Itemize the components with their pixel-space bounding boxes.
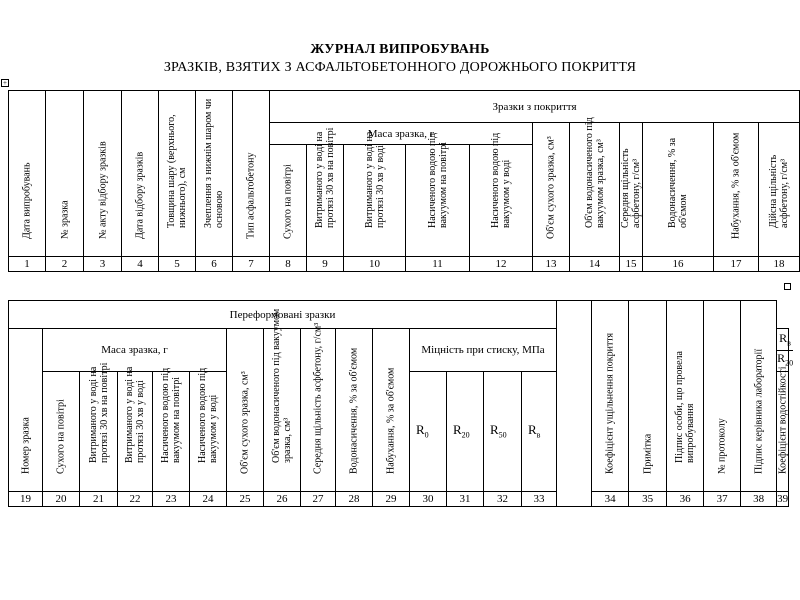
col-number: 35 bbox=[629, 491, 667, 506]
col-number: 24 bbox=[190, 491, 227, 506]
table-move-handle-icon[interactable]: + bbox=[1, 79, 9, 87]
col-number: 29 bbox=[373, 491, 410, 506]
col-true-density: Дійсна щільність асфбетону, г/см³ bbox=[759, 123, 800, 257]
col-ratio-placeholder bbox=[557, 301, 592, 507]
col-dry-volume: Об'єм сухого зразка, см³ bbox=[533, 123, 570, 257]
col-number: 20 bbox=[43, 491, 80, 506]
samples-from-pavement-table bbox=[8, 90, 800, 272]
col-sample-no: № зразка bbox=[46, 91, 84, 257]
col-number: 33 bbox=[522, 491, 557, 506]
strength-header: Міцність при стиску, МПа bbox=[410, 329, 557, 372]
col-saturated-volume-2: Об'єм водонасиченого під вакуумом зразка, см³ bbox=[264, 329, 301, 492]
col-concrete-type: Тип асфальтобетону bbox=[233, 91, 270, 257]
col-number: 27 bbox=[301, 491, 336, 506]
col-number: 21 bbox=[80, 491, 118, 506]
col-soaked-water-2: Витриманого у воді на протязі 30 хв у воді bbox=[118, 371, 153, 491]
col-number: 23 bbox=[153, 491, 190, 506]
col-r0: $R_0$ bbox=[410, 371, 447, 491]
col-sample-number: Номер зразка bbox=[9, 329, 43, 492]
col-note: Примітка bbox=[629, 301, 667, 492]
col-number: 12 bbox=[470, 257, 533, 272]
col-number: 37 bbox=[704, 491, 741, 506]
journal-subtitle: ЗРАЗКІВ, ВЗЯТИХ З АСФАЛЬТОБЕТОННОГО ДОРОЖНЬОГО ПОКРИТТЯ bbox=[163, 60, 637, 75]
column-numbers-row bbox=[9, 257, 800, 272]
col-number: 7 bbox=[233, 257, 270, 272]
col-adhesion: Зчеплення з нижнім шаром чи основою bbox=[196, 91, 233, 257]
col-number: 14 bbox=[570, 257, 620, 272]
col-number: 18 bbox=[759, 257, 800, 272]
col-number: 39 bbox=[777, 492, 789, 505]
col-layer-thickness: Товщина шару (верхнього, нижнього), см bbox=[159, 91, 196, 257]
reformed-samples-table bbox=[8, 300, 794, 507]
col-compaction-coef: Коефіцієнт ущільнення покриття bbox=[592, 301, 629, 492]
col-number: 17 bbox=[714, 257, 759, 272]
col-number: 16 bbox=[643, 257, 714, 272]
col-number: 4 bbox=[122, 257, 159, 272]
col-number: 1 bbox=[9, 257, 46, 272]
col-swelling: Набухання, % за об'ємом bbox=[714, 123, 759, 257]
col-number: 13 bbox=[533, 257, 570, 272]
col-number: 6 bbox=[196, 257, 233, 272]
col-r50: $R_{50}$ bbox=[484, 371, 522, 491]
col-vacuum-water-2: Насиченого водою під вакуумом у воді bbox=[190, 371, 227, 491]
col-protocol-no: № протоколу bbox=[704, 301, 741, 492]
col-soaked-air-2: Витриманого у воді на протязі 30 хв на повітрі bbox=[80, 371, 118, 491]
col-number: 10 bbox=[344, 257, 406, 272]
col-swelling-2: Набухання, % за об'ємом bbox=[373, 329, 410, 492]
col-vacuum-air-2: Насиченого водою під вакуумом на повітрі bbox=[153, 371, 190, 491]
journal-title: ЖУРНАЛ ВИПРОБУВАНЬ bbox=[310, 42, 490, 57]
col-soaked-air: Витриманого у воді на протязі 30 хв на повітрі bbox=[307, 145, 344, 257]
col-soaked-water: Витриманого у воді на протязі 30 хв у воді bbox=[344, 145, 406, 257]
group-header-pavement-samples: Зразки з покриття bbox=[270, 91, 800, 123]
col-r20: $R_{20}$ bbox=[447, 371, 484, 491]
col-number: 19 bbox=[9, 491, 43, 506]
group-header-reformed-samples: Переформовані зразки bbox=[9, 301, 557, 329]
col-dry-air: Сухого на повітрі bbox=[270, 145, 307, 257]
col-tester-signature: Підпис особи, що провела випробування bbox=[667, 301, 704, 492]
col-vacuum-water: Насиченого водою під вакуумом у воді bbox=[470, 145, 533, 257]
column-numbers-row-2 bbox=[9, 491, 789, 506]
col-act-no: № акту відбору зразків bbox=[84, 91, 122, 257]
table-resize-handle-icon[interactable] bbox=[784, 283, 791, 290]
col-rv: $R_в$ bbox=[522, 371, 557, 491]
col-number: 34 bbox=[592, 491, 629, 506]
mass-header-2: Маса зразка, г bbox=[43, 329, 227, 372]
col-saturated-volume: Об'єм водонасиченого під вакуумом зразка, см³ bbox=[570, 123, 620, 257]
col-number: 8 bbox=[270, 257, 307, 272]
col-water-saturation: Водонасичення, % за об'ємом bbox=[643, 123, 714, 257]
col-number: 22 bbox=[118, 491, 153, 506]
col-number: 30 bbox=[410, 491, 447, 506]
col-avg-density-2: Середня щільність асфбетону, г/см³ bbox=[301, 329, 336, 492]
col-number: 28 bbox=[336, 491, 373, 506]
col-sampling-date: Дата відбору зразків bbox=[122, 91, 159, 257]
col-number: 32 bbox=[484, 491, 522, 506]
col-number: 15 bbox=[620, 257, 643, 272]
col-lab-head-signature: Підпис керівника лабораторії bbox=[741, 301, 777, 492]
col-number: 25 bbox=[227, 491, 264, 506]
col-number: 26 bbox=[264, 491, 301, 506]
col-number: 3 bbox=[84, 257, 122, 272]
col-water-resistance-coef: Коефіцієнт водостійкості bbox=[777, 371, 789, 491]
col-dry-volume-2: Об'єм сухого зразка, см³ bbox=[227, 329, 264, 492]
col-avg-density: Середня щільність асфбетону, г/см³ bbox=[620, 123, 643, 257]
ratio-header: $R_в$ $R_{20}$ bbox=[777, 329, 789, 372]
col-number: 11 bbox=[406, 257, 470, 272]
col-number: 5 bbox=[159, 257, 196, 272]
col-test-date: Дата випробувань bbox=[9, 91, 46, 257]
col-number: 38 bbox=[741, 491, 777, 506]
col-dry-air-2: Сухого на повітрі bbox=[43, 371, 80, 491]
col-number: 2 bbox=[46, 257, 84, 272]
col-number: 36 bbox=[667, 491, 704, 506]
col-vacuum-air: Насиченого водою під вакуумом на повітрі bbox=[406, 145, 470, 257]
col-water-saturation-2: Водонасичення, % за об'ємом bbox=[336, 329, 373, 492]
col-number: 9 bbox=[307, 257, 344, 272]
mass-header: Маса зразка, г bbox=[270, 123, 533, 145]
col-number: 31 bbox=[447, 491, 484, 506]
